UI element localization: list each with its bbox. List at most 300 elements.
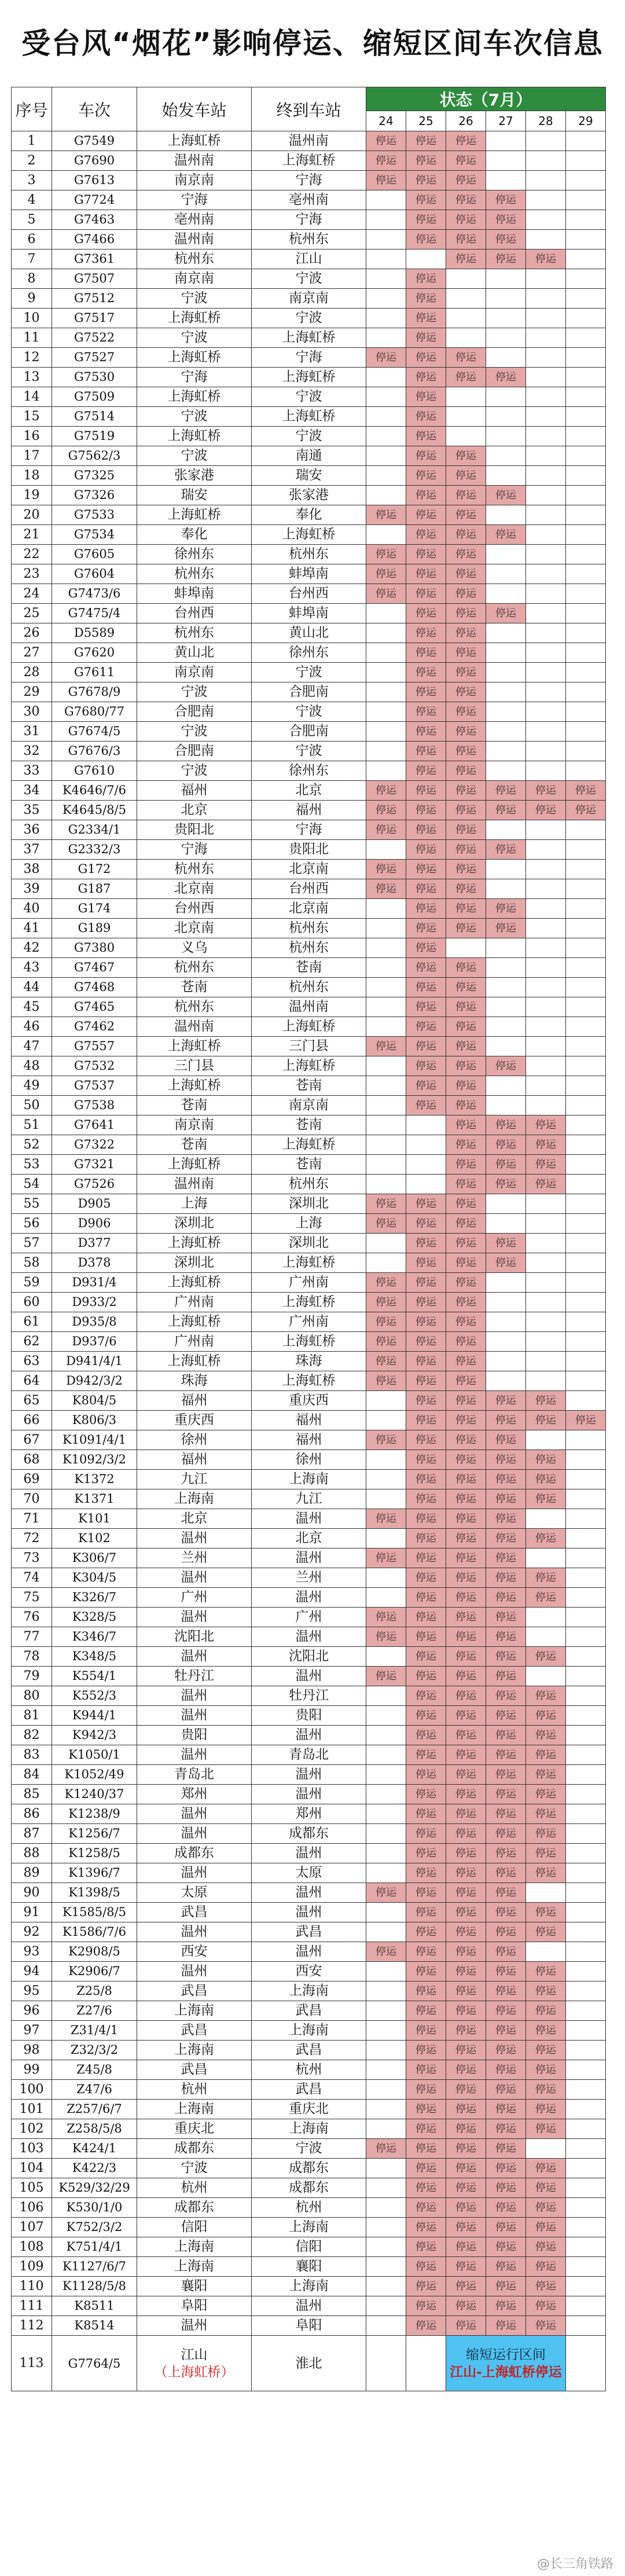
suspended-badge: 停运 <box>406 1706 446 1726</box>
cell-train: G7512 <box>52 289 137 309</box>
cell-day <box>406 1155 446 1175</box>
suspended-badge: 停运 <box>406 1608 446 1627</box>
cell-train: K1585/8/5 <box>52 1903 137 1922</box>
cell-dest: 阜阳 <box>252 2316 366 2336</box>
suspended-badge: 停运 <box>446 722 486 742</box>
suspended-badge: 停运 <box>486 1391 526 1411</box>
cell-dest: 温州 <box>252 1883 366 1903</box>
cell-day <box>526 210 566 230</box>
cell-origin: 上海虹桥 <box>137 1234 252 1253</box>
cell-dest: 温州 <box>252 1509 366 1529</box>
suspended-badge: 停运 <box>406 1017 446 1037</box>
cell-day <box>486 682 526 702</box>
suspended-badge: 停运 <box>406 2198 446 2218</box>
suspended-badge: 停运 <box>486 249 526 269</box>
cell-day <box>566 348 606 368</box>
cell-train: G7549 <box>52 131 137 151</box>
cell-dest: 苍南 <box>252 1155 366 1175</box>
table-row <box>12 899 606 919</box>
suspended-badge: 停运 <box>446 1096 486 1115</box>
table-row <box>12 1056 606 1076</box>
table-row <box>12 1273 606 1293</box>
cell-origin: 温州 <box>137 1529 252 1548</box>
suspended-badge: 停运 <box>526 1726 566 1745</box>
cell-dest: 上海南 <box>252 2021 366 2041</box>
cell-seq: 30 <box>12 702 52 722</box>
cell-seq: 95 <box>12 1981 52 2001</box>
cell-day <box>526 151 566 171</box>
suspended-badge: 停运 <box>486 1115 526 1135</box>
cell-day <box>366 2001 406 2021</box>
cell-seq: 79 <box>12 1667 52 1686</box>
cell-day <box>486 446 526 466</box>
header-day: 25 <box>406 111 446 131</box>
cell-day <box>366 2159 406 2178</box>
cell-day <box>486 131 526 151</box>
cell-train: G7526 <box>52 1175 137 1194</box>
suspended-badge: 停运 <box>446 1706 486 1726</box>
cell-day <box>526 604 566 623</box>
suspended-badge: 停运 <box>446 1017 486 1037</box>
cell-day <box>526 545 566 564</box>
suspended-badge: 停运 <box>486 1411 526 1430</box>
suspended-badge: 停运 <box>406 1922 446 1942</box>
suspended-badge: 停运 <box>446 978 486 997</box>
cell-dest: 宁海 <box>252 820 366 840</box>
cell-day <box>566 1804 606 1824</box>
suspended-badge: 停运 <box>406 2159 446 2178</box>
table-row <box>12 2316 606 2336</box>
suspended-badge: 停运 <box>406 1509 446 1529</box>
suspended-badge: 停运 <box>406 368 446 387</box>
cell-origin: 武昌 <box>137 2021 252 2041</box>
cell-day <box>566 919 606 938</box>
cell-origin: 成都东 <box>137 2139 252 2159</box>
cell-day <box>566 2080 606 2100</box>
table-row <box>12 643 606 663</box>
suspended-badge: 停运 <box>406 801 446 820</box>
cell-day <box>526 131 566 151</box>
cell-dest: 宁海 <box>252 348 366 368</box>
suspended-badge: 停运 <box>526 1981 566 2001</box>
cell-day <box>566 1548 606 1568</box>
cell-day <box>486 289 526 309</box>
cell-day <box>526 1509 566 1529</box>
table-row <box>12 978 606 997</box>
cell-origin: 福州 <box>137 1450 252 1470</box>
cell-day <box>566 1312 606 1332</box>
cell-day <box>366 2296 406 2316</box>
cell-seq: 37 <box>12 840 52 860</box>
table-row <box>12 1981 606 2001</box>
cell-origin: 北京南 <box>137 919 252 938</box>
cell-train: G174 <box>52 899 137 919</box>
cell-origin: 宁海 <box>137 190 252 210</box>
suspended-badge: 停运 <box>526 1411 566 1430</box>
cell-origin: 上海虹桥 <box>137 505 252 525</box>
cell-origin: 贵阳北 <box>137 820 252 840</box>
suspended-badge: 停运 <box>406 1371 446 1391</box>
suspended-badge: 停运 <box>406 1430 446 1450</box>
cell-origin: 牡丹江 <box>137 1667 252 1686</box>
cell-day <box>526 860 566 879</box>
cell-day <box>566 2001 606 2021</box>
cell-dest: 上海虹桥 <box>252 151 366 171</box>
cell-seq: 109 <box>12 2257 52 2277</box>
table-body <box>12 131 606 2391</box>
cell-day <box>566 2198 606 2218</box>
table-row <box>12 1096 606 1115</box>
table-row <box>12 505 606 525</box>
cell-train: G7557 <box>52 1037 137 1056</box>
suspended-badge: 停运 <box>446 1450 486 1470</box>
cell-origin: 温州南 <box>137 1175 252 1194</box>
cell-day <box>366 328 406 348</box>
cell-dest: 三门县 <box>252 1037 366 1056</box>
suspended-badge: 停运 <box>486 919 526 938</box>
header-train: 车次 <box>52 87 137 131</box>
suspended-badge: 停运 <box>486 1234 526 1253</box>
cell-seq: 56 <box>12 1214 52 1234</box>
cell-day <box>366 387 406 407</box>
cell-day <box>366 978 406 997</box>
cell-seq: 94 <box>12 1962 52 1981</box>
cell-day <box>566 171 606 190</box>
suspended-badge: 停运 <box>526 781 566 801</box>
suspended-badge: 停运 <box>446 348 486 368</box>
cell-dest: 北京南 <box>252 899 366 919</box>
table-row <box>12 1568 606 1588</box>
cell-day <box>486 1332 526 1352</box>
cell-seq: 15 <box>12 407 52 427</box>
cell-dest: 成都东 <box>252 2159 366 2178</box>
cell-origin: 三门县 <box>137 1056 252 1076</box>
cell-origin: 武昌 <box>137 2060 252 2080</box>
suspended-badge: 停运 <box>366 1293 406 1312</box>
cell-day <box>566 1942 606 1962</box>
table-row <box>12 919 606 938</box>
cell-day <box>526 643 566 663</box>
cell-dest: 上海虹桥 <box>252 525 366 545</box>
suspended-badge: 停运 <box>406 1844 446 1863</box>
cell-day <box>566 1234 606 1253</box>
suspended-badge: 停运 <box>486 368 526 387</box>
cell-day <box>526 958 566 978</box>
cell-seq: 80 <box>12 1686 52 1706</box>
cell-seq: 1 <box>12 131 52 151</box>
cell-dest: 北京 <box>252 1529 366 1548</box>
cell-origin: 亳州南 <box>137 210 252 230</box>
cell-dest: 张家港 <box>252 486 366 505</box>
cell-day <box>526 1312 566 1332</box>
cell-seq: 91 <box>12 1903 52 1922</box>
cell-day <box>566 1883 606 1903</box>
cell-day <box>526 289 566 309</box>
cell-day <box>566 368 606 387</box>
cell-seq: 47 <box>12 1037 52 1056</box>
cell-seq: 27 <box>12 643 52 663</box>
cell-seq: 59 <box>12 1273 52 1293</box>
cell-day <box>486 545 526 564</box>
cell-day <box>486 1352 526 1371</box>
cell-day <box>366 210 406 230</box>
cell-train: D937/6 <box>52 1332 137 1352</box>
cell-day <box>526 230 566 249</box>
cell-day <box>566 1489 606 1509</box>
suspended-badge: 停运 <box>406 1253 446 1273</box>
cell-train: Z45/8 <box>52 2060 137 2080</box>
cell-dest: 武昌 <box>252 2041 366 2060</box>
cell-dest: 宁波 <box>252 427 366 446</box>
suspended-badge: 停运 <box>366 1667 406 1686</box>
cell-seq: 85 <box>12 1785 52 1804</box>
cell-seq: 32 <box>12 742 52 761</box>
cell-day <box>526 682 566 702</box>
cell-seq: 18 <box>12 466 52 486</box>
suspended-badge: 停运 <box>486 1962 526 1981</box>
suspended-badge: 停运 <box>526 1489 566 1509</box>
suspended-badge: 停运 <box>526 1903 566 1922</box>
cell-day <box>366 230 406 249</box>
cell-seq: 97 <box>12 2021 52 2041</box>
suspended-badge: 停运 <box>366 131 406 151</box>
cell-train: G7517 <box>52 309 137 328</box>
cell-day <box>486 978 526 997</box>
suspended-badge: 停运 <box>406 545 446 564</box>
suspended-badge: 停运 <box>406 860 446 879</box>
suspended-badge: 停运 <box>406 2257 446 2277</box>
table-row <box>12 722 606 742</box>
cell-train: G7764/5 <box>52 2336 137 2391</box>
suspended-badge: 停运 <box>366 1548 406 1568</box>
table-row <box>12 427 606 446</box>
cell-dest: 台州西 <box>252 584 366 604</box>
suspended-badge: 停运 <box>446 997 486 1017</box>
cell-day <box>366 1056 406 1076</box>
cell-origin: 杭州东 <box>137 997 252 1017</box>
cell-train: G7475/4 <box>52 604 137 623</box>
suspended-badge: 停运 <box>406 1548 446 1568</box>
suspended-badge: 停运 <box>406 2060 446 2080</box>
suspended-badge: 停运 <box>366 860 406 879</box>
cell-origin: 襄阳 <box>137 2277 252 2296</box>
cell-seq: 24 <box>12 584 52 604</box>
cell-day <box>526 899 566 919</box>
suspended-badge: 停运 <box>526 1745 566 1765</box>
cell-day <box>566 879 606 899</box>
suspended-badge: 停运 <box>446 2001 486 2021</box>
suspended-badge: 停运 <box>406 505 446 525</box>
cell-dest: 宁波 <box>252 387 366 407</box>
table-row <box>12 525 606 545</box>
cell-origin: 杭州东 <box>137 958 252 978</box>
table-row <box>12 2178 606 2198</box>
cell-origin: 南京南 <box>137 663 252 682</box>
cell-origin: 温州 <box>137 1745 252 1765</box>
cell-day <box>526 466 566 486</box>
suspended-badge: 停运 <box>366 820 406 840</box>
cell-seq: 3 <box>12 171 52 190</box>
cell-origin: 宁波 <box>137 328 252 348</box>
suspended-badge: 停运 <box>486 1785 526 1804</box>
suspended-badge: 停运 <box>406 230 446 249</box>
suspended-badge: 停运 <box>486 899 526 919</box>
cell-day <box>366 1981 406 2001</box>
cell-seq: 16 <box>12 427 52 446</box>
suspended-badge: 停运 <box>446 1509 486 1529</box>
cell-origin: 南京南 <box>137 171 252 190</box>
cell-train: G7325 <box>52 466 137 486</box>
cell-day <box>366 2041 406 2060</box>
cell-day <box>486 742 526 761</box>
suspended-badge: 停运 <box>526 1962 566 1981</box>
suspended-badge: 停运 <box>526 2237 566 2257</box>
suspended-badge: 停运 <box>366 781 406 801</box>
cell-train: K1372 <box>52 1470 137 1489</box>
cell-day <box>566 1745 606 1765</box>
cell-day <box>526 820 566 840</box>
table-row <box>12 309 606 328</box>
cell-seq: 4 <box>12 190 52 210</box>
suspended-badge: 停运 <box>446 1627 486 1647</box>
suspended-badge: 停运 <box>446 682 486 702</box>
cell-dest: 宁波 <box>252 269 366 289</box>
table-row <box>12 1745 606 1765</box>
table-row <box>12 663 606 682</box>
suspended-badge: 停运 <box>526 1175 566 1194</box>
suspended-badge: 停运 <box>486 1608 526 1627</box>
cell-seq: 90 <box>12 1883 52 1903</box>
cell-dest: 蚌埠南 <box>252 604 366 623</box>
cell-day <box>566 1509 606 1529</box>
cell-day <box>526 1017 566 1037</box>
suspended-badge: 停运 <box>406 643 446 663</box>
suspended-badge: 停运 <box>406 328 446 348</box>
cell-seq: 40 <box>12 899 52 919</box>
cell-day <box>486 997 526 1017</box>
cell-origin: 合肥南 <box>137 742 252 761</box>
suspended-badge: 停运 <box>486 2080 526 2100</box>
cell-dest: 徐州东 <box>252 643 366 663</box>
cell-day <box>366 1115 406 1135</box>
cell-train: Z47/6 <box>52 2080 137 2100</box>
cell-train: G7620 <box>52 643 137 663</box>
suspended-badge: 停运 <box>406 1883 446 1903</box>
cell-seq: 89 <box>12 1863 52 1883</box>
cell-day <box>446 427 486 446</box>
table-row <box>12 1824 606 1844</box>
suspended-badge: 停运 <box>526 2296 566 2316</box>
cell-day <box>526 1430 566 1450</box>
cell-dest: 苍南 <box>252 1076 366 1096</box>
cell-origin: 珠海 <box>137 1371 252 1391</box>
suspended-badge: 停运 <box>406 131 446 151</box>
suspended-badge: 停运 <box>366 1352 406 1371</box>
cell-train: D931/4 <box>52 1273 137 1293</box>
cell-day <box>366 663 406 682</box>
cell-day <box>366 525 406 545</box>
cell-train: G7611 <box>52 663 137 682</box>
cell-day <box>566 702 606 722</box>
cell-dest: 兰州 <box>252 1568 366 1588</box>
table-row <box>12 801 606 820</box>
cell-origin: 上海虹桥 <box>137 1312 252 1332</box>
cell-day <box>486 1273 526 1293</box>
cell-seq: 112 <box>12 2316 52 2336</box>
suspended-badge: 停运 <box>446 1470 486 1489</box>
cell-train: K1396/7 <box>52 1863 137 1883</box>
cell-origin: 福州 <box>137 1391 252 1411</box>
table-row <box>12 1214 606 1234</box>
cell-origin: 温州 <box>137 1962 252 1981</box>
cell-day <box>526 1234 566 1253</box>
suspended-badge: 停运 <box>446 1175 486 1194</box>
suspended-badge: 停运 <box>446 525 486 545</box>
cell-day <box>566 1273 606 1293</box>
cell-day <box>526 171 566 190</box>
cell-day <box>566 466 606 486</box>
cell-seq: 48 <box>12 1056 52 1076</box>
cell-day <box>566 2237 606 2257</box>
cell-train: Z32/3/2 <box>52 2041 137 2060</box>
cell-train: K8511 <box>52 2296 137 2316</box>
cell-seq: 46 <box>12 1017 52 1037</box>
cell-day <box>566 131 606 151</box>
cell-train: K4646/7/6 <box>52 781 137 801</box>
cell-day <box>526 407 566 427</box>
cell-day <box>366 1824 406 1844</box>
suspended-badge: 停运 <box>486 2021 526 2041</box>
suspended-badge: 停运 <box>406 2041 446 2060</box>
cell-day <box>566 1608 606 1627</box>
table-row <box>12 1411 606 1430</box>
suspended-badge: 停运 <box>486 1568 526 1588</box>
cell-train: G2334/1 <box>52 820 137 840</box>
cell-seq: 70 <box>12 1489 52 1509</box>
cell-day <box>566 1371 606 1391</box>
table-row <box>12 1804 606 1824</box>
suspended-badge: 停运 <box>366 1627 406 1647</box>
table-row <box>12 1588 606 1608</box>
suspended-badge: 停运 <box>446 1056 486 1076</box>
cell-train: G7527 <box>52 348 137 368</box>
suspended-badge: 停运 <box>486 801 526 820</box>
cell-train: D941/4/1 <box>52 1352 137 1371</box>
cell-dest: 上海南 <box>252 2218 366 2237</box>
suspended-badge: 停运 <box>446 2119 486 2139</box>
cell-day <box>566 1352 606 1371</box>
cell-day <box>366 1135 406 1155</box>
table-row <box>12 1765 606 1785</box>
suspended-badge: 停运 <box>406 2316 446 2336</box>
cell-day <box>486 702 526 722</box>
suspended-badge: 停运 <box>446 466 486 486</box>
cell-seq: 107 <box>12 2218 52 2237</box>
cell-dest: 蚌埠南 <box>252 564 366 584</box>
cell-dest: 温州 <box>252 1726 366 1745</box>
suspended-badge: 停运 <box>446 2041 486 2060</box>
table-row <box>12 1115 606 1135</box>
suspended-badge: 停运 <box>526 2198 566 2218</box>
suspended-badge: 停运 <box>406 2100 446 2119</box>
cell-dest: 重庆北 <box>252 2100 366 2119</box>
cell-day <box>366 2178 406 2198</box>
cell-day <box>366 1804 406 1824</box>
cell-dest: 温州 <box>252 1785 366 1804</box>
cell-dest: 上海南 <box>252 2119 366 2139</box>
suspended-badge: 停运 <box>486 1155 526 1175</box>
cell-day <box>526 702 566 722</box>
